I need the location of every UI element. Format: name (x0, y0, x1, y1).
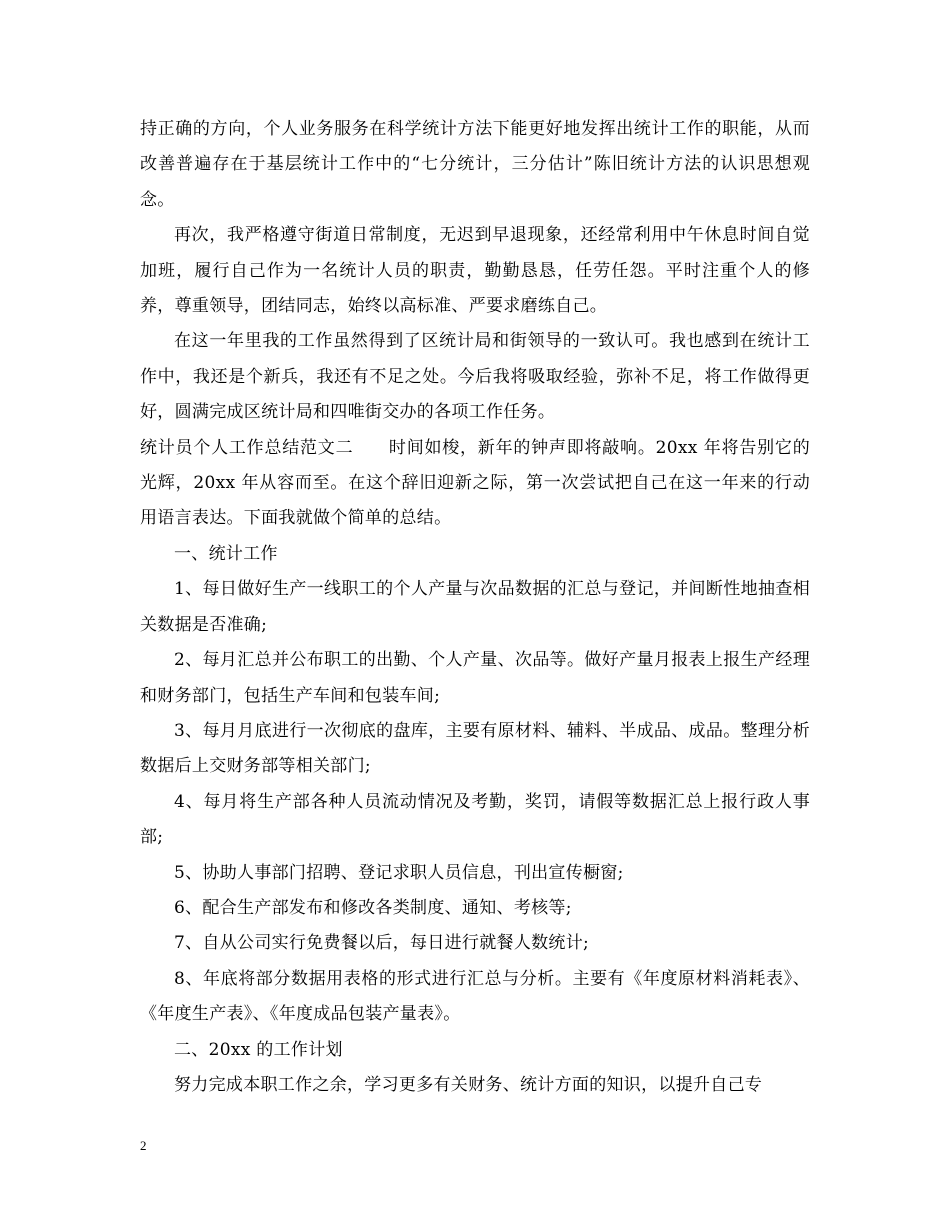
paragraph: 在这一年里我的工作虽然得到了区统计局和街领导的一致认可。我也感到在统计工作中，我还是个新兵，我还有不足之处。今后我将吸取经验，弥补不足，将工作做得更好，圆满完成区统计局和四唯街交办的各项工作任务。 (140, 331, 810, 423)
document-body (140, 112, 810, 1103)
list-item: 3、每月月底进行一次彻底的盘库，主要有原材料、辅料、半成品、成品。整理分析数据后上交财务部等相关部门; (140, 720, 810, 777)
list-item: 4、每月将生产部各种人员流动情况及考勤，奖罚，请假等数据汇总上报行政人事部; (140, 791, 810, 848)
section-heading-paragraph: 统计员个人工作总结范文二 时间如梭，新年的钟声即将敲响。20xx 年将告别它的光辉，20xx 年从容而至。在这个辞旧迎新之际，第一次尝试把自己在这一年来的行动用语言表达。下面我就做个简单的总结。 (140, 437, 810, 529)
paragraph: 持正确的方向，个人业务服务在科学统计方法下能更好地发挥出统计工作的职能，从而改善普遍存在于基层统计工作中的“七分统计，三分估计”陈旧统计方法的认识思想观念。 (140, 119, 810, 210)
subheading: 一、统计工作 (174, 543, 278, 564)
subheading: 二、20xx 的工作计划 (174, 1039, 343, 1060)
list-item: 8、年底将部分数据用表格的形式进行汇总与分析。主要有《年度原材料消耗表》、《年度生产表》、《年度成品包装产量表》。 (140, 968, 810, 1025)
paragraph: 努力完成本职工作之余，学习更多有关财务、统计方面的知识，以提升自己专 (174, 1074, 763, 1095)
page-number: 2 (140, 1138, 147, 1153)
list-item: 5、协助人事部门招聘、登记求职人员信息，刊出宣传橱窗; (174, 862, 624, 883)
list-item: 2、每月汇总并公布职工的出勤、个人产量、次品等。做好产量月报表上报生产经理和财务部门，包括生产车间和包装车间; (140, 650, 810, 706)
list-item: 1、每日做好生产一线职工的个人产量与次品数据的汇总与登记，并间断性地抽查相关数据是否准确; (140, 579, 810, 635)
list-item: 7、自从公司实行免费餐以后，每日进行就餐人数统计; (174, 933, 590, 954)
list-item: 6、配合生产部发布和修改各类制度、通知、考核等; (174, 897, 572, 918)
paragraph: 再次，我严格遵守街道日常制度，无迟到早退现象，还经常利用中午休息时间自觉加班，履行自己作为一名统计人员的职责，勤勤恳恳，任劳任怨。平时注重个人的修养，尊重领导，团结同志，始终以高标准、严要求磨练自己。 (140, 225, 810, 317)
